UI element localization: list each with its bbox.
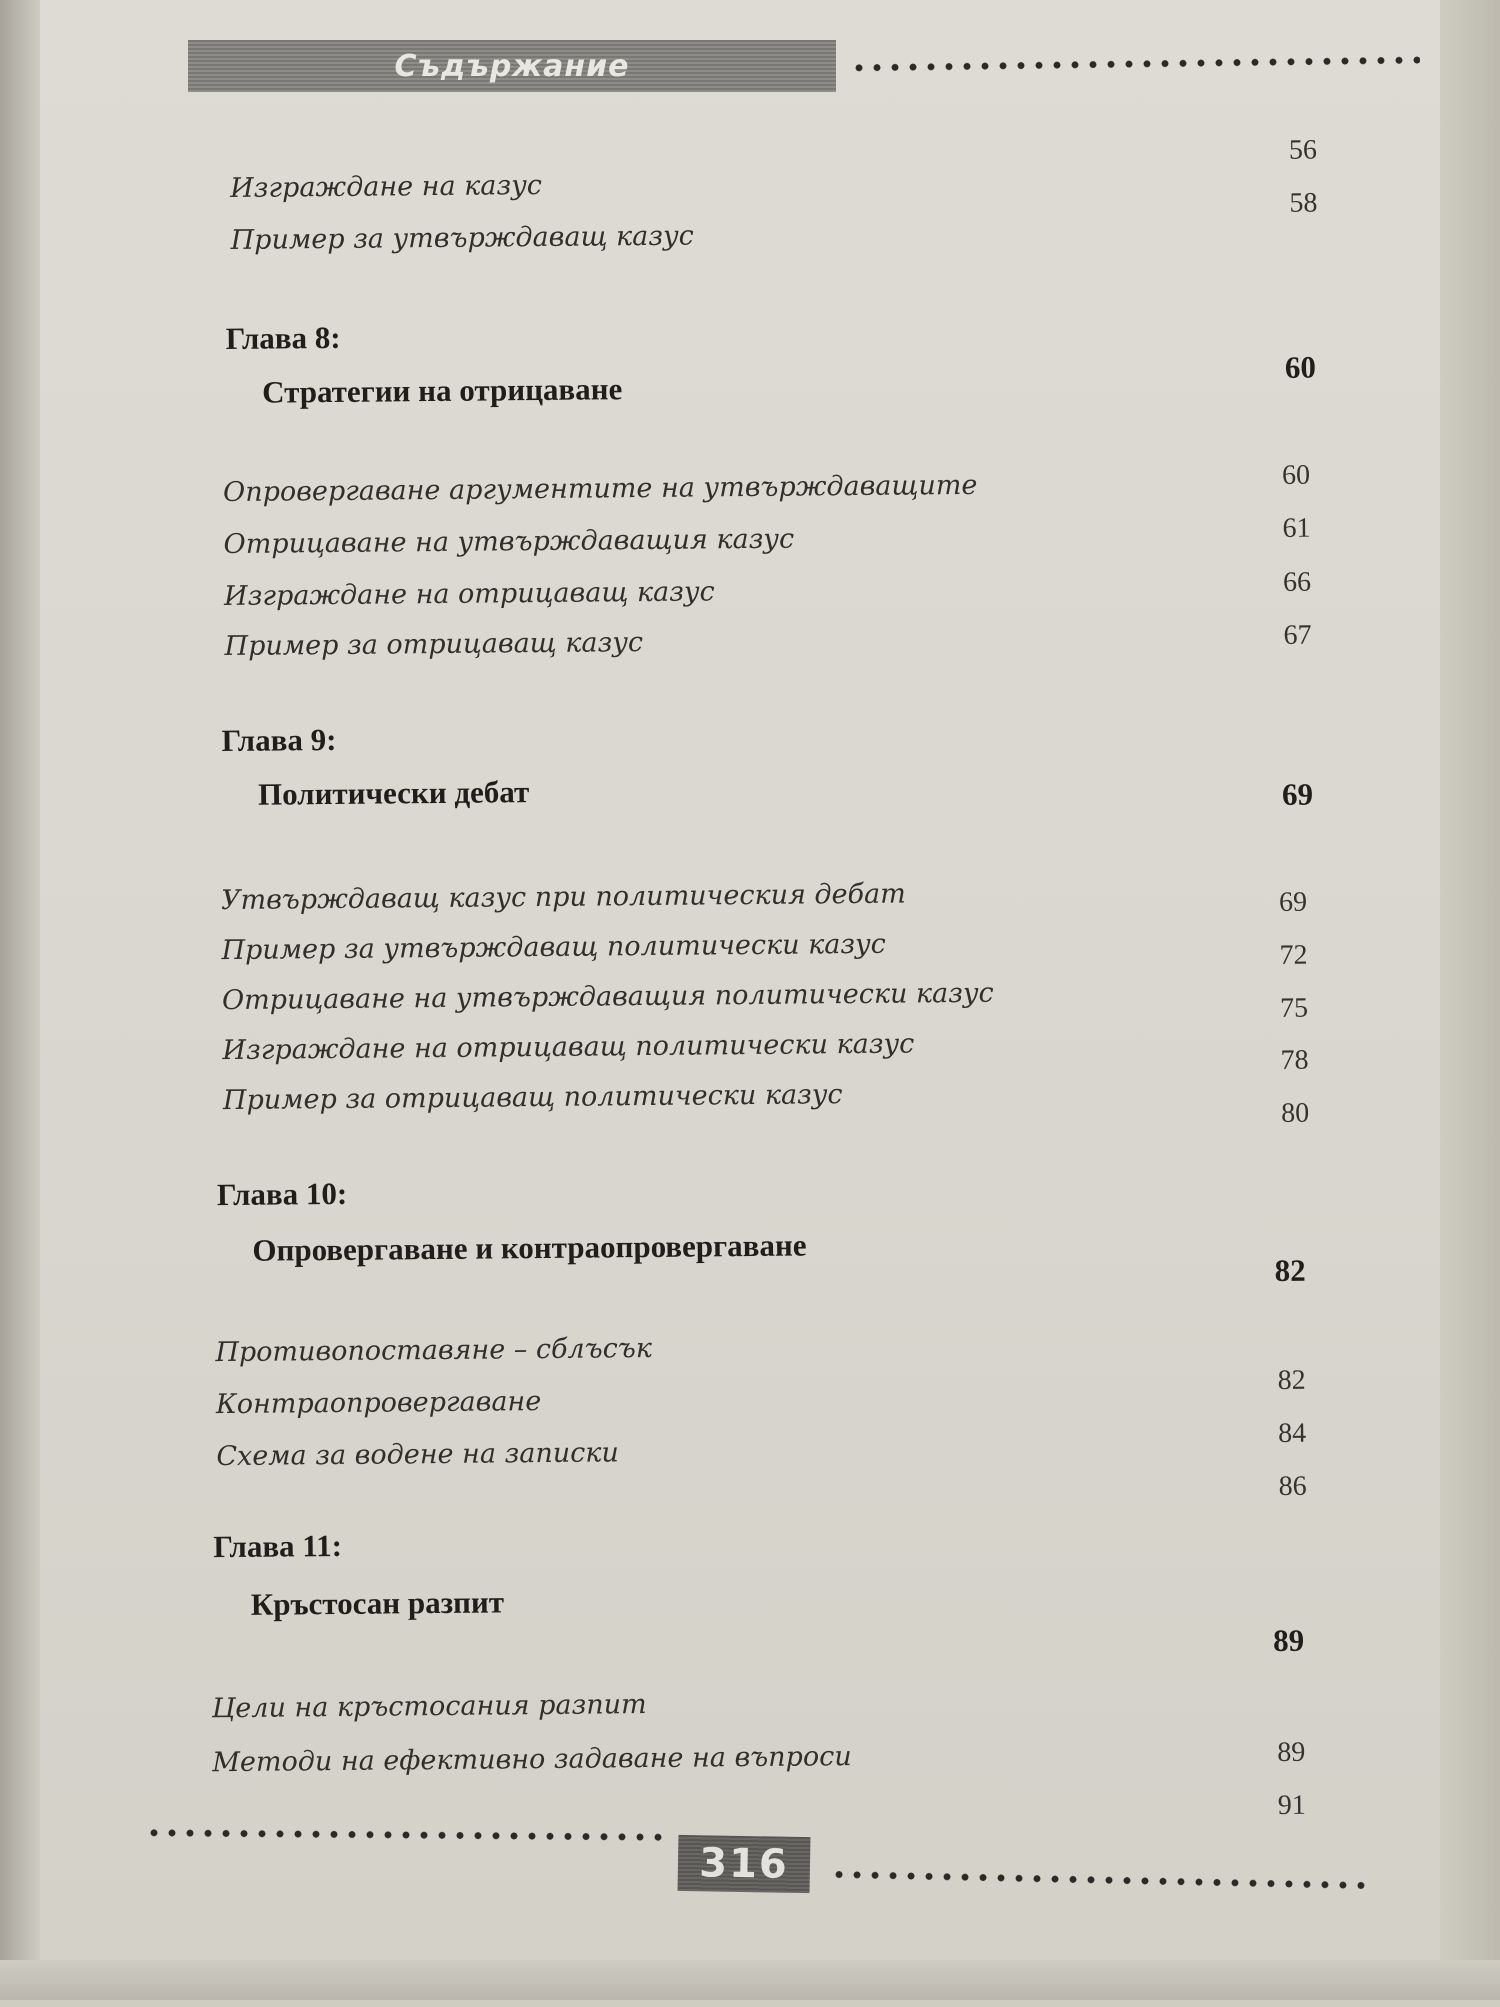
chapter-label: Глава 9: xyxy=(221,721,337,759)
toc-entry-page: 66 xyxy=(1282,566,1312,598)
toc-entry-page: 75 xyxy=(1279,992,1309,1024)
toc-entry-label: Противопоставяне – сблъсък xyxy=(215,1332,653,1369)
chapter-page: 69 xyxy=(1281,776,1314,812)
toc-entry-label: Контраопровергаване xyxy=(215,1386,542,1421)
toc-entry-label: Изграждане на казус xyxy=(230,169,543,204)
chapter-title: Кръстосан разпит xyxy=(250,1584,505,1622)
toc-entry-page: 89 xyxy=(1277,1736,1306,1768)
page-number: 316 xyxy=(698,1840,790,1888)
toc-entry-label: Методи на ефективно задаване на въпроси xyxy=(212,1741,852,1779)
chapter-label: Глава 11: xyxy=(213,1527,343,1565)
chapter-page: 89 xyxy=(1273,1622,1305,1659)
toc-entry-page: 82 xyxy=(1277,1364,1306,1396)
toc-entry-page: 60 xyxy=(1281,459,1311,491)
chapter-title: Стратегии на отрицаване xyxy=(261,371,623,410)
toc-entry-label: Опровергаване аргументите на утвърждаващите xyxy=(222,469,978,509)
toc-entry-label: Пример за утвърждаващ казус xyxy=(230,220,694,256)
toc-entry-page: 91 xyxy=(1277,1789,1306,1821)
toc-entry-label: Отрицаване на утвърждаващия казус xyxy=(223,523,795,561)
toc-entry-page: 78 xyxy=(1280,1044,1309,1076)
toc-entry-label: Изграждане на отрицаващ политически казус xyxy=(222,1028,915,1067)
toc-entry-label: Схема за водене на записки xyxy=(216,1437,619,1473)
toc-entry-page: 58 xyxy=(1289,187,1318,219)
toc-entry-page: 61 xyxy=(1282,512,1311,544)
chapter-label: Глава 10: xyxy=(216,1175,348,1213)
toc-entry-page: 84 xyxy=(1278,1417,1307,1449)
toc-entry-page: 69 xyxy=(1278,886,1308,918)
toc-entry-page: 80 xyxy=(1280,1097,1310,1129)
toc-entry-label: Утвърждаващ казус при политическия дебат xyxy=(220,878,906,917)
chapter-page: 82 xyxy=(1274,1252,1306,1288)
toc-entry-page: 72 xyxy=(1279,939,1308,971)
chapter-title: Опровергаване и контраопровергаване xyxy=(252,1227,807,1268)
toc-entry-page: 56 xyxy=(1288,134,1318,166)
chapter-label: Глава 8: xyxy=(225,319,341,357)
toc-entry-label: Отрицаване на утвърждаващия политически казус xyxy=(221,977,994,1017)
chapter-page: 60 xyxy=(1284,349,1317,385)
header-title: Съдържание xyxy=(394,48,630,84)
toc-entry-label: Пример за отрицаващ политически казус xyxy=(222,1079,843,1117)
toc-entry-label: Пример за утвърждаващ политически казус xyxy=(221,928,886,967)
toc-entry-label: Цели на кръстосания разпит xyxy=(211,1689,647,1725)
page-number-box xyxy=(678,1835,811,1893)
toc-entry-page: 86 xyxy=(1278,1470,1307,1502)
toc-entry-label: Изграждане на отрицаващ казус xyxy=(223,576,715,613)
toc-entry-page: 67 xyxy=(1283,619,1312,651)
toc-entry-label: Пример за отрицаващ казус xyxy=(224,627,644,663)
chapter-title: Политически дебат xyxy=(257,774,530,812)
